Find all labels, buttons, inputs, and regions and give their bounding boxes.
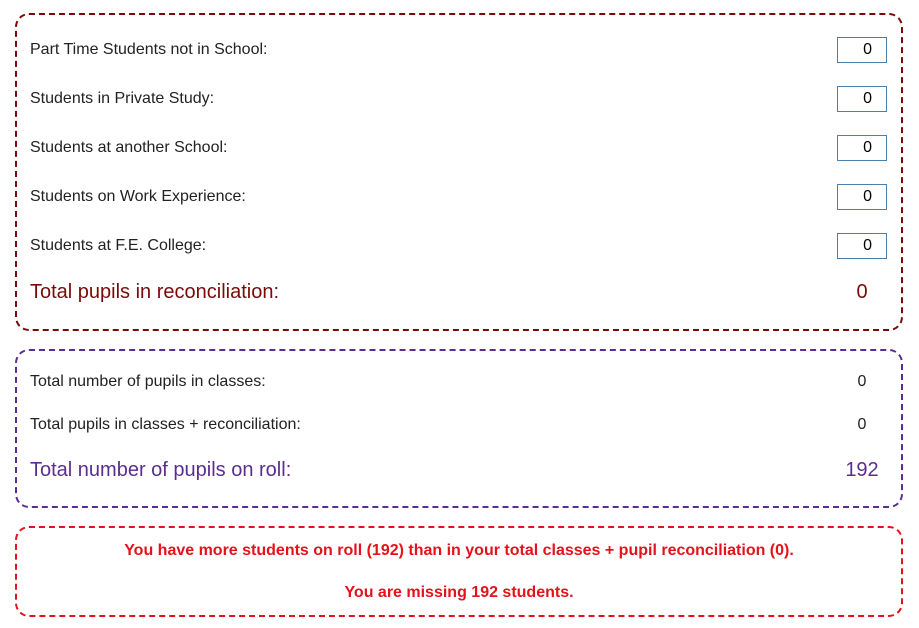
missing-students-message: You are missing 192 students.: [344, 584, 574, 601]
pupils-on-roll-value: 192: [845, 459, 879, 481]
fe-college-label: Students at F.E. College:: [30, 237, 207, 254]
combined-total-row: [30, 416, 887, 434]
another-school-input[interactable]: [837, 135, 887, 161]
part-time-input[interactable]: [837, 37, 887, 63]
private-study-row: [30, 86, 887, 112]
work-experience-input[interactable]: [837, 184, 887, 210]
classes-total-value: 0: [857, 373, 867, 390]
classes-total-label: Total number of pupils in classes:: [30, 373, 266, 390]
work-experience-label: Students on Work Experience:: [30, 188, 246, 205]
part-time-label: Part Time Students not in School:: [30, 41, 268, 58]
roll-summary-panel: [15, 349, 903, 508]
warning-panel: [15, 526, 903, 617]
reconciliation-total-label: Total pupils in reconciliation:: [30, 281, 280, 303]
pupils-on-roll-row: [30, 459, 887, 482]
pupils-on-roll-label: Total number of pupils on roll:: [30, 459, 292, 481]
fe-college-input[interactable]: [837, 233, 887, 259]
combined-total-label: Total pupils in classes + reconciliation:: [30, 416, 301, 433]
another-school-label: Students at another School:: [30, 139, 228, 156]
private-study-input[interactable]: [837, 86, 887, 112]
combined-total-value: 0: [857, 416, 867, 433]
classes-total-row: [30, 373, 887, 391]
private-study-label: Students in Private Study:: [30, 90, 215, 107]
part-time-row: [30, 37, 887, 63]
reconciliation-total-value: 0: [856, 281, 868, 303]
fe-college-row: [30, 233, 887, 259]
work-experience-row: [30, 184, 887, 210]
another-school-row: [30, 135, 887, 161]
reconciliation-total-row: [30, 281, 887, 304]
warning-message: You have more students on roll (192) than in your total classes + pupil reconciliation (0).: [124, 542, 794, 559]
reconciliation-panel: [15, 13, 903, 331]
